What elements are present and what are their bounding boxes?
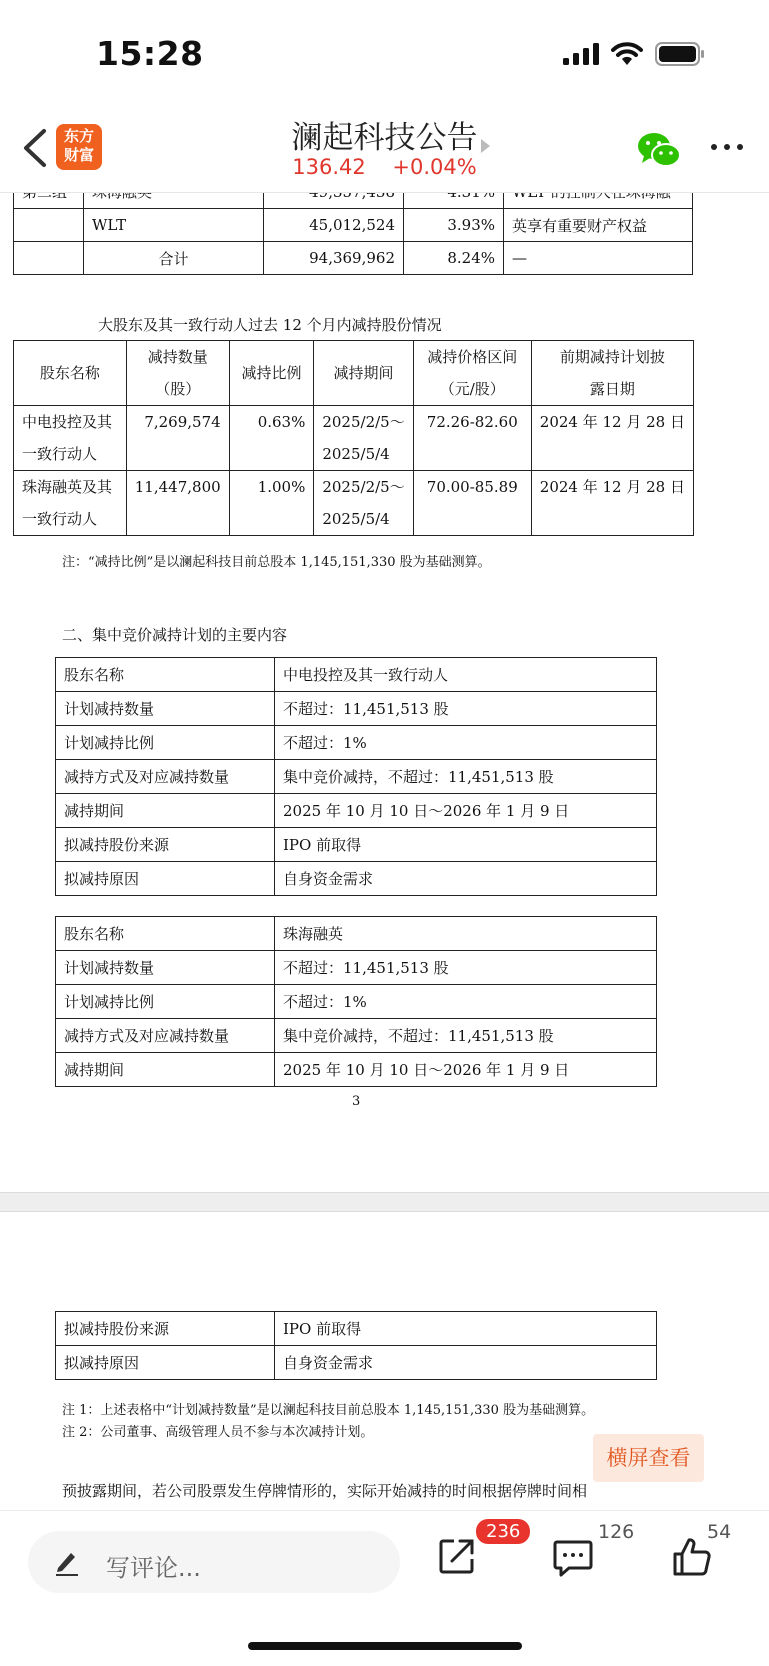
home-indicator [248,1642,522,1650]
page-title[interactable]: 澜起科技公告 [291,120,478,156]
table-row: 减持方式及对应减持数量 集中竞价减持，不超过：11,451,513 股 [56,760,657,794]
table-row: 计划减持比例 不超过：1% [56,726,657,760]
table-row: 计划减持数量 不超过：11,451,513 股 [56,692,657,726]
reduction-history-table [13,340,694,536]
table-row: 减持方式及对应减持数量 集中竞价减持，不超过：11,451,513 股 [56,1019,657,1053]
comment-placeholder: 写评论... [106,1554,201,1582]
table-row: 合计 94,369,962 8.24% — [14,242,693,275]
chevron-right-icon [481,139,490,153]
table-row: 减持期间 2025 年 10 月 10 日～2026 年 1 月 9 日 [56,1053,657,1087]
reduction-note: 注：“减持比例”是以澜起科技目前总股本 1,145,151,330 股为基础测算。 [62,555,491,570]
signal-icon [563,43,599,65]
table-header-row: 股东名称 减持数量 （股） 减持比例 减持期间 减持价格区间 （元/股） 前期减持计划披 露日期 [14,341,694,406]
table-row: 股东名称 珠海融英 [56,917,657,951]
share-count-badge: 236 [476,1519,530,1544]
plan-table-2 [55,916,657,1087]
plan-table-2-continued [55,1311,657,1380]
table-row: WLT 45,012,524 3.93% 英享有重要财产权益 [14,209,693,242]
plan-table-1 [55,657,657,896]
status-icons [563,42,705,66]
table-row: 减持期间 2025 年 10 月 10 日～2026 年 1 月 9 日 [56,794,657,828]
wifi-icon [611,42,643,66]
app-header [0,100,769,193]
stock-price: 136.42 [292,155,366,179]
comment-count: 126 [598,1521,635,1543]
more-options-icon[interactable] [711,144,743,150]
wechat-share-icon[interactable] [636,130,682,170]
comment-icon[interactable] [553,1539,593,1577]
table-row: 拟减持股份来源 IPO 前取得 [56,1312,657,1346]
plan-note-1: 注 1：上述表格中“计划减持数量”是以澜起科技目前总股本 1,145,151,330 股为基础测算。 [62,1403,595,1418]
landscape-view-button[interactable]: 横屏查看 [593,1434,704,1482]
status-time: 15:28 [96,34,204,73]
battery-icon [655,42,705,66]
table-row: 拟减持原因 自身资金需求 [56,1346,657,1380]
plan-note-2: 注 2：公司董事、高级管理人员不参与本次减持计划。 [62,1425,374,1440]
disclosure-paragraph: 预披露期间，若公司股票发生停牌情形的，实际开始减持的时间根据停牌时间相 [62,1482,588,1500]
table-row: 拟减持原因 自身资金需求 [56,862,657,896]
table-row: 中电投控及其 一致行动人 7,269,574 0.63% 2025/2/5～ 2025/5/4 72.26-82.60 2024 年 12 月 28 日 [14,406,694,471]
table-row: 拟减持股份来源 IPO 前取得 [56,828,657,862]
like-count: 54 [707,1521,732,1543]
section-heading: 二、集中竞价减持计划的主要内容 [62,626,288,644]
table-row: 计划减持比例 不超过：1% [56,985,657,1019]
bottom-action-bar [0,1510,769,1666]
comment-input[interactable] [28,1531,400,1593]
eastmoney-logo[interactable]: 东方 财富 [56,124,102,170]
share-icon[interactable] [438,1537,476,1575]
table-row: 珠海融英及其 一致行动人 11,447,800 1.00% 2025/2/5～ 2025/5/4 70.00-85.89 2024 年 12 月 28 日 [14,471,694,536]
thumbs-up-icon[interactable] [672,1537,712,1577]
reduction-caption: 大股东及其一致行动人过去 12 个月内减持股份情况 [98,316,442,334]
table-row: 计划减持数量 不超过：11,451,513 股 [56,951,657,985]
page-divider [0,1192,769,1212]
stock-change: +0.04% [392,155,477,179]
page-number: 3 [352,1094,361,1109]
table-row: 股东名称 中电投控及其一致行动人 [56,658,657,692]
pencil-icon [54,1548,80,1576]
